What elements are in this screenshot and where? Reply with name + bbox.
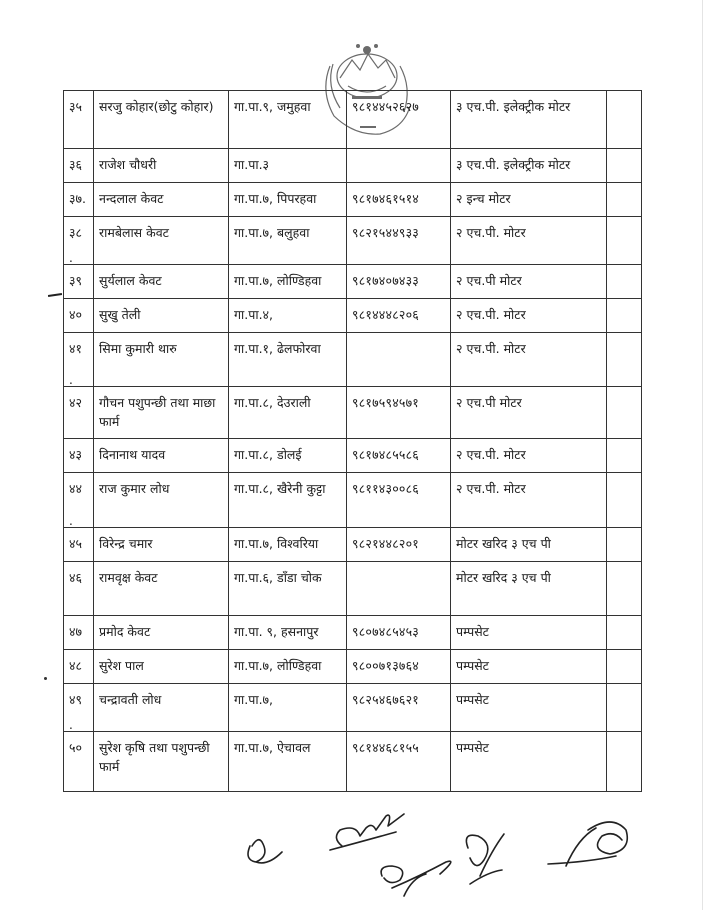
phone-text: ९८१७४०७४३३ <box>352 273 420 288</box>
name-text: नन्दलाल केवट <box>99 191 164 206</box>
phone-text: ९८११४३००८६ <box>352 481 420 496</box>
phone-text: ९८२१५४४९३३ <box>352 225 420 240</box>
item-text: पम्पसेट <box>456 658 489 673</box>
phone-text: ९८१७४६१५१४ <box>352 191 420 206</box>
item-cell <box>451 91 607 149</box>
serial-number-text: ५० <box>69 740 83 755</box>
phone-cell <box>347 684 451 732</box>
address-text: गा.पा.७, लोण्डिहवा <box>234 658 322 673</box>
item-text: पम्पसेट <box>456 624 489 639</box>
item-text: २ एच.पी. मोटर <box>456 341 526 356</box>
address-cell <box>229 439 347 473</box>
blank-cell <box>607 299 642 333</box>
item-text: २ एच.पी. मोटर <box>456 225 526 240</box>
row-dot-mark: . <box>69 514 73 528</box>
phone-text: ९८१७५९४५७१ <box>352 395 420 410</box>
beneficiary-table <box>63 90 642 792</box>
address-text: गा.पा.६, डाँडा चोक <box>234 570 322 585</box>
item-cell <box>451 684 607 732</box>
serial-number-text: ४१ <box>69 341 83 356</box>
phone-cell <box>347 299 451 333</box>
phone-text: ९८२१४४८२०१ <box>352 536 420 551</box>
name-cell <box>94 528 229 562</box>
serial-number-cell <box>64 91 94 149</box>
address-text: गा.पा.८, डोलई <box>234 447 302 462</box>
blank-cell <box>607 616 642 650</box>
phone-text: ९८२५४६७६२१ <box>352 692 420 707</box>
item-cell <box>451 473 607 528</box>
address-cell <box>229 387 347 439</box>
item-cell <box>451 265 607 299</box>
name-cell <box>94 183 229 217</box>
phone-text: ९८१७४८५५८६ <box>352 447 420 462</box>
phone-cell <box>347 183 451 217</box>
serial-number-cell <box>64 265 94 299</box>
name-cell <box>94 91 229 149</box>
item-text: पम्पसेट <box>456 692 489 707</box>
item-text: ३ एच.पी. इलेक्ट्रीक मोटर <box>456 99 571 114</box>
address-text: गा.पा.७, <box>234 692 274 707</box>
margin-dot-mark <box>44 677 47 680</box>
address-cell <box>229 91 347 149</box>
name-text: सुरेश कृषि तथा पशुपन्छी फार्म <box>99 740 210 774</box>
serial-number-text: ३७. <box>69 191 86 206</box>
name-cell <box>94 684 229 732</box>
serial-number-text: ४४ <box>69 481 83 496</box>
blank-cell <box>607 732 642 792</box>
serial-number-cell <box>64 684 94 732</box>
address-cell <box>229 732 347 792</box>
name-text: सुरेश पाल <box>99 658 144 673</box>
name-cell <box>94 217 229 265</box>
table-row <box>64 149 642 183</box>
item-cell <box>451 439 607 473</box>
table-row <box>64 265 642 299</box>
serial-number-text: ४६ <box>69 570 83 585</box>
name-text: सरजु कोहार(छोटु कोहार) <box>99 99 214 114</box>
blank-cell <box>607 91 642 149</box>
item-text: मोटर खरिद ३ एच पी <box>456 536 551 551</box>
row-dot-mark: . <box>69 373 73 387</box>
name-text: सिमा कुमारी थारु <box>99 341 177 356</box>
blank-cell <box>607 183 642 217</box>
blank-cell <box>607 265 642 299</box>
serial-number-cell <box>64 387 94 439</box>
blank-cell <box>607 439 642 473</box>
item-cell <box>451 299 607 333</box>
name-cell <box>94 562 229 616</box>
phone-text: ९८१४४४८२०६ <box>352 307 420 322</box>
name-cell <box>94 732 229 792</box>
item-cell <box>451 562 607 616</box>
table-row <box>64 91 642 149</box>
serial-number-text: ३५ <box>69 99 83 114</box>
serial-number-text: ३८ <box>69 225 83 240</box>
item-cell <box>451 732 607 792</box>
address-cell <box>229 183 347 217</box>
table-row <box>64 684 642 732</box>
phone-cell <box>347 91 451 149</box>
serial-number-text: ४८ <box>69 658 83 673</box>
item-text: २ एच.पी मोटर <box>456 395 522 410</box>
row-dot-mark: . <box>69 718 73 732</box>
item-cell <box>451 183 607 217</box>
table-row <box>64 333 642 387</box>
name-cell <box>94 473 229 528</box>
address-cell <box>229 528 347 562</box>
serial-number-cell <box>64 217 94 265</box>
phone-cell <box>347 439 451 473</box>
name-cell <box>94 650 229 684</box>
name-text: गौचन पशुपन्छी तथा माछा फार्म <box>99 395 216 429</box>
address-text: गा.पा.८, देउराली <box>234 395 311 410</box>
name-cell <box>94 616 229 650</box>
name-text: सुखु तेली <box>99 307 141 322</box>
blank-cell <box>607 149 642 183</box>
name-text: प्रमोद केवट <box>99 624 151 639</box>
serial-number-cell <box>64 149 94 183</box>
table-row <box>64 732 642 792</box>
serial-number-text: ४० <box>69 307 83 322</box>
serial-number-text: ४९ <box>69 692 83 707</box>
address-text: गा.पा.७, विश्वरिया <box>234 536 319 551</box>
address-cell <box>229 616 347 650</box>
serial-number-cell <box>64 439 94 473</box>
blank-cell <box>607 650 642 684</box>
serial-number-text: ४२ <box>69 395 83 410</box>
address-cell <box>229 333 347 387</box>
serial-number-cell <box>64 183 94 217</box>
address-text: गा.पा.७, पिपरहवा <box>234 191 317 206</box>
serial-number-text: ३६ <box>69 157 83 172</box>
phone-cell <box>347 616 451 650</box>
serial-number-text: ४७ <box>69 624 83 639</box>
phone-text: ९८१४४५२६२७ <box>352 99 420 114</box>
address-cell <box>229 562 347 616</box>
blank-cell <box>607 473 642 528</box>
table-row <box>64 562 642 616</box>
serial-number-text: ४५ <box>69 536 83 551</box>
address-text: गा.पा.७, बलुहवा <box>234 225 310 240</box>
serial-number-cell <box>64 650 94 684</box>
row-dot-mark: . <box>69 251 73 265</box>
phone-cell <box>347 149 451 183</box>
address-text: गा.पा.७, लोण्डिहवा <box>234 273 322 288</box>
item-text: २ एच.पी मोटर <box>456 273 522 288</box>
serial-number-cell <box>64 732 94 792</box>
address-cell <box>229 299 347 333</box>
name-text: राजेश चौधरी <box>99 157 157 172</box>
item-text: २ एच.पी. मोटर <box>456 447 526 462</box>
name-text: दिनानाथ यादव <box>99 447 166 462</box>
name-text: राज कुमार लोध <box>99 481 170 496</box>
blank-cell <box>607 684 642 732</box>
item-text: मोटर खरिद ३ एच पी <box>456 570 551 585</box>
phone-cell <box>347 217 451 265</box>
phone-cell <box>347 650 451 684</box>
table-row <box>64 183 642 217</box>
table-row <box>64 650 642 684</box>
address-text: गा.पा.३ <box>234 157 270 172</box>
address-text: गा.पा.८, खैरेनी कुट्टा <box>234 481 326 496</box>
blank-cell <box>607 387 642 439</box>
name-cell <box>94 299 229 333</box>
address-cell <box>229 265 347 299</box>
serial-number-cell <box>64 299 94 333</box>
phone-text: ९८०७४८५४५३ <box>352 624 420 639</box>
item-cell <box>451 616 607 650</box>
name-text: विरेन्द्र चमार <box>99 536 153 551</box>
name-text: रामबेलास केवट <box>99 225 169 240</box>
name-cell <box>94 387 229 439</box>
table-row <box>64 439 642 473</box>
phone-text: ९८००७१३७६४ <box>352 658 420 673</box>
table-row <box>64 616 642 650</box>
item-cell <box>451 387 607 439</box>
address-text: गा.पा.९, जमुहवा <box>234 99 311 114</box>
item-cell <box>451 650 607 684</box>
serial-number-cell <box>64 473 94 528</box>
table-row <box>64 473 642 528</box>
name-cell <box>94 265 229 299</box>
phone-cell <box>347 387 451 439</box>
blank-cell <box>607 217 642 265</box>
name-cell <box>94 333 229 387</box>
name-text: सुर्यलाल केवट <box>99 273 162 288</box>
address-cell <box>229 650 347 684</box>
address-cell <box>229 684 347 732</box>
blank-cell <box>607 562 642 616</box>
name-cell <box>94 439 229 473</box>
serial-number-text: ३९ <box>69 273 83 288</box>
address-cell <box>229 217 347 265</box>
phone-cell <box>347 265 451 299</box>
item-text: २ एच.पी. मोटर <box>456 481 526 496</box>
blank-cell <box>607 528 642 562</box>
item-cell <box>451 333 607 387</box>
serial-number-cell <box>64 528 94 562</box>
address-text: गा.पा.१, ढेलफोरवा <box>234 341 321 356</box>
table-row <box>64 217 642 265</box>
name-cell <box>94 149 229 183</box>
address-text: गा.पा.४, <box>234 307 274 322</box>
item-text: २ एच.पी. मोटर <box>456 307 526 322</box>
name-text: चन्द्रावती लोध <box>99 692 162 707</box>
item-cell <box>451 149 607 183</box>
item-text: पम्पसेट <box>456 740 489 755</box>
address-cell <box>229 149 347 183</box>
phone-text: ९८१४४६८१५५ <box>352 740 420 755</box>
serial-number-cell <box>64 616 94 650</box>
address-cell <box>229 473 347 528</box>
phone-cell <box>347 562 451 616</box>
serial-number-text: ४३ <box>69 447 83 462</box>
item-cell <box>451 217 607 265</box>
phone-cell <box>347 473 451 528</box>
address-text: गा.पा.७, ऐचावल <box>234 740 311 755</box>
blank-cell <box>607 333 642 387</box>
phone-cell <box>347 333 451 387</box>
item-cell <box>451 528 607 562</box>
serial-number-cell <box>64 333 94 387</box>
table-row <box>64 387 642 439</box>
table-row <box>64 528 642 562</box>
phone-cell <box>347 528 451 562</box>
item-text: २ इन्च मोटर <box>456 191 511 206</box>
phone-cell <box>347 732 451 792</box>
table-body <box>64 91 642 792</box>
name-text: रामवृक्ष केवट <box>99 570 158 585</box>
item-text: ३ एच.पी. इलेक्ट्रीक मोटर <box>456 157 571 172</box>
serial-number-cell <box>64 562 94 616</box>
address-text: गा.पा. ९, हसनापुर <box>234 624 319 639</box>
table-row <box>64 299 642 333</box>
